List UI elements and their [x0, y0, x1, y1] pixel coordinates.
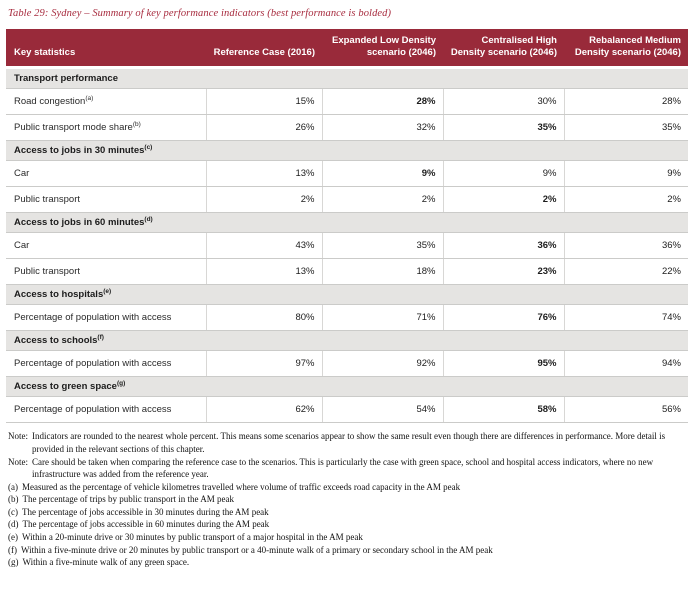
section-label: Access to jobs in 60 minutes — [14, 217, 145, 229]
value-cell: 43% — [206, 233, 322, 259]
row-footnote-marker: (a) — [85, 95, 94, 103]
section-footnote-marker: (g) — [116, 380, 126, 388]
section-label: Access to jobs in 30 minutes — [14, 145, 145, 157]
section-header-access-to-schools — [6, 331, 688, 351]
footnote-text: Within a five-minute walk of any green space. — [22, 557, 190, 568]
section-header-access-to-hospitals — [6, 285, 688, 305]
value-cell: 28% — [564, 89, 688, 115]
value-cell: 13% — [206, 259, 322, 285]
section-footnote-marker: (d) — [144, 216, 153, 224]
footnote-marker: (b) — [8, 494, 19, 505]
value-cell: 2% — [206, 187, 322, 213]
row-label: Public transport — [6, 259, 206, 285]
value-cell: 13% — [206, 161, 322, 187]
value-cell-best: 23% — [443, 259, 564, 285]
value-cell: 22% — [564, 259, 688, 285]
table-notes — [8, 430, 686, 569]
note-prefix: Note: — [8, 431, 28, 442]
footnote-marker: (a) — [8, 481, 18, 492]
value-cell: 2% — [564, 187, 688, 213]
footnote-text: The percentage of jobs accessible in 60 minutes during the AM peak — [22, 519, 270, 530]
row-footnote-marker: (b) — [132, 121, 141, 129]
footnote-line — [8, 544, 686, 557]
column-header-centralised-high-density: Centralised High Density scenario (2046) — [443, 29, 564, 68]
table-row-road-congestion — [6, 89, 688, 115]
value-cell: 15% — [206, 89, 322, 115]
section-header-transport-performance — [6, 68, 688, 89]
section-footnote-marker: (c) — [144, 144, 153, 152]
value-cell: 97% — [206, 351, 322, 377]
value-cell: 62% — [206, 397, 322, 423]
column-header-reference-case: Reference Case (2016) — [206, 29, 322, 68]
value-cell-best: 58% — [443, 397, 564, 423]
footnote-marker: (e) — [8, 532, 18, 543]
section-label: Transport performance — [14, 73, 118, 85]
row-label: Road congestion$^{(a)}$ — [6, 89, 206, 115]
value-cell: 9% — [564, 161, 688, 187]
footnote-marker: (g) — [8, 557, 19, 568]
value-cell-best: 28% — [322, 89, 443, 115]
footnote-text: The percentage of jobs accessible in 30 minutes during the AM peak — [22, 506, 269, 517]
value-cell-best: 36% — [443, 233, 564, 259]
note-text: Indicators are rounded to the nearest whole percent. This means some scenarios appear to show the same result even though there are differences in performance. More detail is provided in the relevant sections of this chapter. — [32, 431, 666, 454]
kpi-table — [6, 29, 688, 423]
header-row — [6, 29, 688, 68]
value-cell: 94% — [564, 351, 688, 377]
table-row-jobs60-car — [6, 233, 688, 259]
table-row-jobs60-public-transport — [6, 259, 688, 285]
column-header-rebalanced-medium-density: Rebalanced Medium Density scenario (2046) — [564, 29, 688, 68]
value-cell: 80% — [206, 305, 322, 331]
footnote-marker: (d) — [8, 519, 19, 530]
value-cell: 56% — [564, 397, 688, 423]
footnote-line — [8, 556, 686, 569]
section-label: Access to hospitals — [14, 289, 104, 301]
table-row-public-transport-mode-share — [6, 115, 688, 141]
footnote-line — [8, 531, 686, 544]
value-cell: 71% — [322, 305, 443, 331]
footnote-text: Measured as the percentage of vehicle kilometres travelled where volume of traffic exceeds road capacity in the AM peak — [22, 481, 461, 492]
footnote-marker: (c) — [8, 506, 18, 517]
value-cell: 36% — [564, 233, 688, 259]
row-label: Percentage of population with access — [6, 351, 206, 377]
value-cell: 35% — [322, 233, 443, 259]
value-cell: 32% — [322, 115, 443, 141]
value-cell-best: 95% — [443, 351, 564, 377]
footnote-text: The percentage of trips by public transport in the AM peak — [22, 494, 234, 505]
footnote-line — [8, 493, 686, 506]
value-cell: 92% — [322, 351, 443, 377]
note-text: Care should be taken when comparing the reference case to the scenarios. This is particularly the case with green space, school and hospital access indicators, where no new infrastructure was added from the reference year. — [32, 456, 654, 480]
value-cell: 54% — [322, 397, 443, 423]
value-cell: 2% — [322, 187, 443, 213]
footnote-line — [8, 481, 686, 494]
row-label: Car — [6, 233, 206, 259]
footnote-line — [8, 518, 686, 531]
row-label: Public transport mode share$^{(b)}$ — [6, 115, 206, 141]
table-caption: Table 29: Sydney – Summary of key performance indicators (best performance is bolded) — [8, 8, 392, 19]
table-row-jobs30-car — [6, 161, 688, 187]
value-cell: 18% — [322, 259, 443, 285]
section-header-jobs-60-minutes — [6, 213, 688, 233]
section-label: Access to schools — [14, 335, 98, 347]
value-cell-best: 9% — [322, 161, 443, 187]
note-line — [8, 456, 686, 481]
value-cell: 74% — [564, 305, 688, 331]
footnote-marker: (f) — [8, 544, 17, 555]
section-header-access-to-green-space — [6, 377, 688, 397]
footnote-text: Within a 20-minute drive or 30 minutes by public transport of a major hospital in the AM peak — [22, 532, 363, 543]
section-footnote-marker: (f) — [97, 334, 104, 342]
note-line — [8, 430, 686, 455]
table-row-jobs30-public-transport — [6, 187, 688, 213]
section-footnote-marker: (e) — [103, 288, 112, 296]
section-header-jobs-30-minutes — [6, 141, 688, 161]
section-label: Access to green space — [14, 381, 117, 393]
note-prefix: Note: — [8, 456, 28, 467]
row-label: Car — [6, 161, 206, 187]
value-cell: 26% — [206, 115, 322, 141]
value-cell-best: 35% — [443, 115, 564, 141]
value-cell-best: 76% — [443, 305, 564, 331]
table-row-hospitals-access — [6, 305, 688, 331]
row-label: Public transport — [6, 187, 206, 213]
footnote-text: Within a five-minute drive or 20 minutes by public transport or a 40-minute walk of a primary or secondary school in the AM peak — [21, 544, 493, 555]
column-header-expanded-low-density: Expanded Low Density scenario (2046) — [322, 29, 443, 68]
row-label: Percentage of population with access — [6, 397, 206, 423]
value-cell-best: 2% — [443, 187, 564, 213]
value-cell: 9% — [443, 161, 564, 187]
value-cell: 30% — [443, 89, 564, 115]
column-header-key-statistics: Key statistics — [6, 29, 206, 68]
table-row-green-space-access — [6, 397, 688, 423]
table-row-schools-access — [6, 351, 688, 377]
row-label: Percentage of population with access — [6, 305, 206, 331]
value-cell: 35% — [564, 115, 688, 141]
footnote-line — [8, 506, 686, 519]
